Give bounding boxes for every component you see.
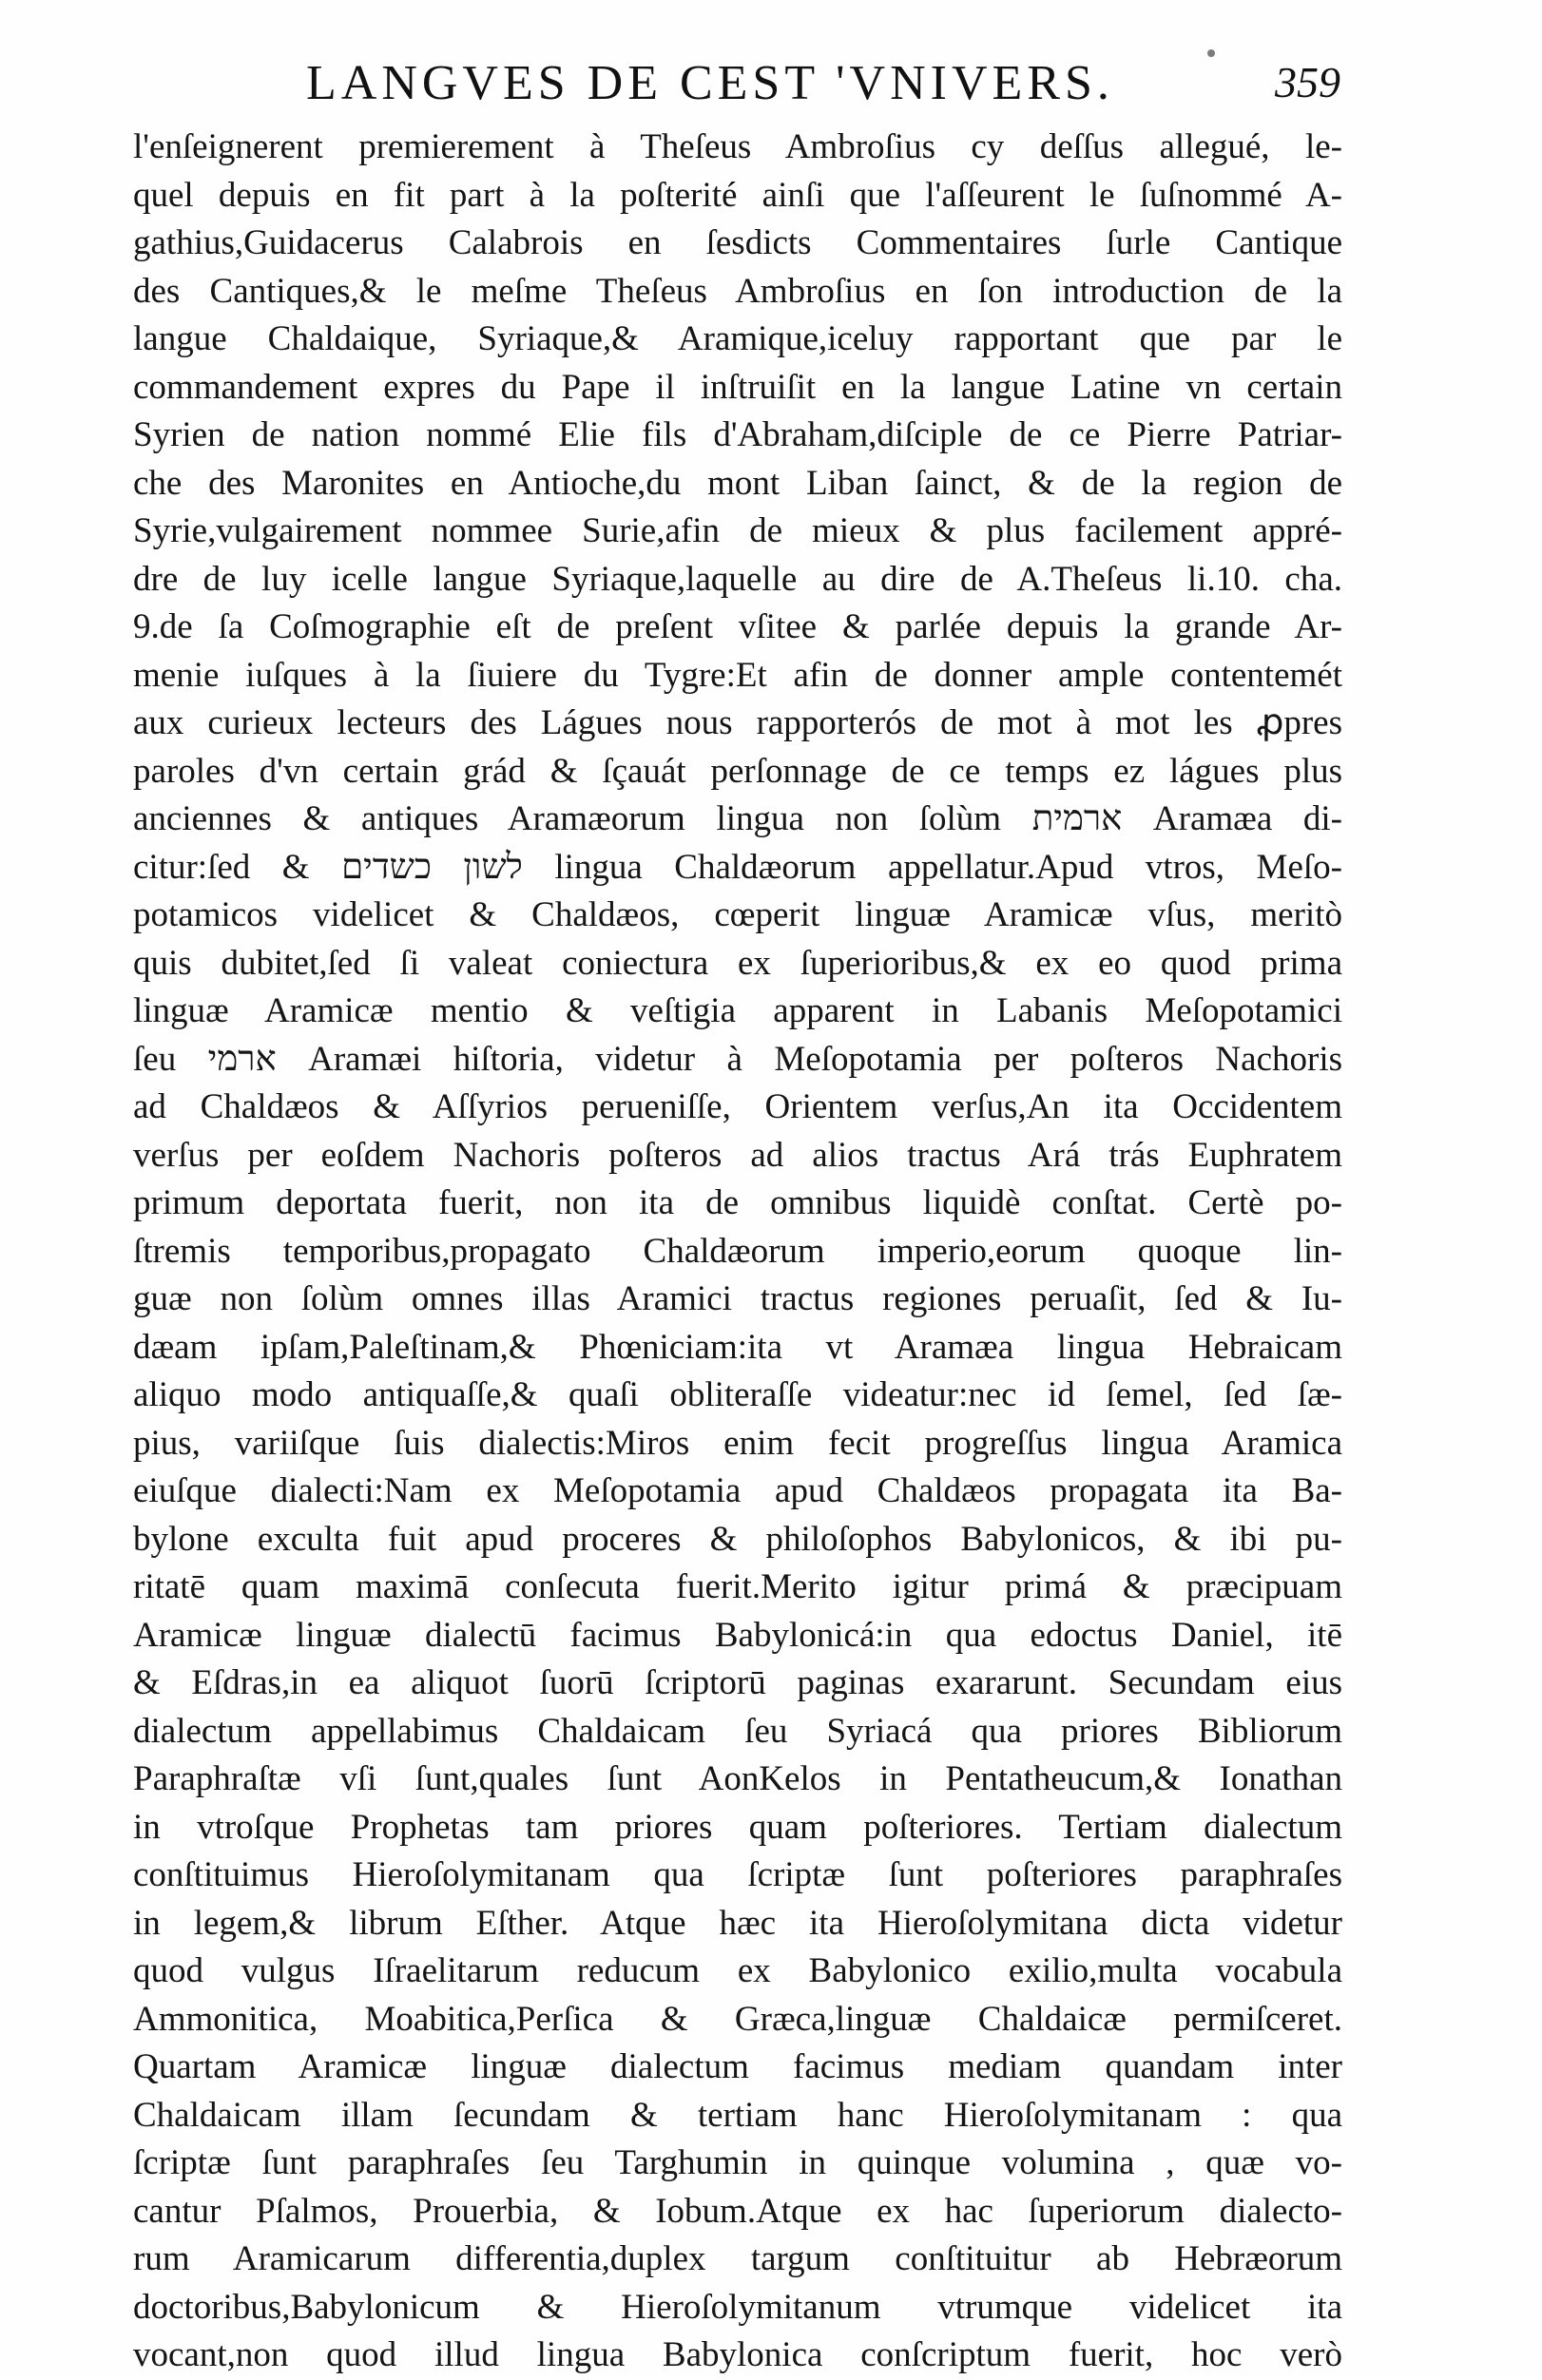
text-line: aux curieux lecteurs des Lágues nous rapporterós de mot à mot les ꝓpres bbox=[133, 703, 1342, 742]
text-line: l'enſeignerent premierement à Theſeus Ambroſius cy deſſus allegué, le- bbox=[133, 127, 1342, 166]
text-line: pius, variiſque ſuis dialectis:Miros enim fecit progreſſus lingua Aramica bbox=[133, 1423, 1342, 1463]
text-line: doctoribus,Babylonicum & Hieroſolymitanum vtrumque videlicet ita bbox=[133, 2287, 1342, 2327]
text-line: eiuſque dialecti:Nam ex Meſopotamia apud Chaldæos propagata ita Ba- bbox=[133, 1471, 1342, 1510]
text-line: anciennes & antiques Aramæorum lingua non ſolùm ארמית Aramæa di- bbox=[133, 799, 1342, 838]
text-line: ſeu ארמי Aramæi hiſtoria, videtur à Meſopotamia per poſteros Nachoris bbox=[133, 1039, 1342, 1079]
text-line: Quartam Aramicæ linguæ dialectum facimus mediam quandam inter bbox=[133, 2047, 1342, 2086]
text-line: linguæ Aramicæ mentio & veſtigia apparent in Labanis Meſopotamici bbox=[133, 991, 1342, 1030]
text-line: dre de luy icelle langue Syriaque,laquelle au dire de A.Theſeus li.10. cha. bbox=[133, 559, 1342, 599]
text-line: commandement expres du Pape il inſtruiſit en la langue Latine vn certain bbox=[133, 367, 1342, 407]
text-line: quod vulgus Iſraelitarum reducum ex Babylonico exilio,multa vocabula bbox=[133, 1951, 1342, 1990]
text-line: ritatē quam maximā conſecuta fuerit.Merito igitur primá & præcipuam bbox=[133, 1567, 1342, 1606]
text-line: primum deportata fuerit, non ita de omnibus liquidè conſtat. Certè po- bbox=[133, 1183, 1342, 1222]
text-line: Syrie,vulgairement nommee Surie,afin de mieux & plus facilement appré- bbox=[133, 511, 1342, 550]
text-line: Ammonitica, Moabitica,Perſica & Græca,linguæ Chaldaicæ permiſceret. bbox=[133, 1999, 1342, 2039]
text-line: menie iuſques à la ſiuiere du Tygre:Et afin de donner ample contentemét bbox=[133, 655, 1342, 695]
text-line: in vtroſque Prophetas tam priores quam poſteriores. Tertiam dialectum bbox=[133, 1807, 1342, 1847]
text-line: in legem,& librum Eſther. Atque hæc ita Hieroſolymitana dicta videtur bbox=[133, 1903, 1342, 1943]
text-line: langue Chaldaique, Syriaque,& Aramique,iceluy rapportant que par le bbox=[133, 319, 1342, 358]
text-line: 9.de ſa Coſmographie eſt de preſent vſitee & parlée depuis la grande Ar- bbox=[133, 607, 1342, 646]
text-line: vocant,non quod illud lingua Babylonica conſcriptum fuerit, hoc verò bbox=[133, 2335, 1342, 2374]
page-number: 359 bbox=[1275, 58, 1340, 106]
text-line: potamicos videlicet & Chaldæos, cœperit linguæ Aramicæ vſus, meritò bbox=[133, 895, 1342, 934]
text-line: ſcriptæ ſunt paraphraſes ſeu Targhumin in quinque volumina , quæ vo- bbox=[133, 2143, 1342, 2182]
text-line: che des Maronites en Antioche,du mont Liban ſainct, & de la region de bbox=[133, 463, 1342, 503]
text-line: Aramicæ linguæ dialectū facimus Babylonicá:in qua edoctus Daniel, itē bbox=[133, 1615, 1342, 1655]
text-line: & Eſdras,in ea aliquot ſuorū ſcriptorū paginas exararunt. Secundam eius bbox=[133, 1663, 1342, 1702]
text-line: paroles d'vn certain grád & ſçauát perſonnage de ce temps ez lágues plus bbox=[133, 751, 1342, 791]
text-line: quis dubitet,ſed ſi valeat coniectura ex ſuperioribus,& ex eo quod prima bbox=[133, 943, 1342, 983]
text-line: rum Aramicarum differentia,duplex targum conſtituitur ab Hebræorum bbox=[133, 2239, 1342, 2278]
text-line: quel depuis en fit part à la poſterité ainſi que l'aſſeurent le ſuſnommé A- bbox=[133, 175, 1342, 215]
running-title: LANGVES DE CEST 'VNIVERS. bbox=[306, 56, 1114, 110]
text-line: ſtremis temporibus,propagato Chaldæorum imperio,eorum quoque lin- bbox=[133, 1231, 1342, 1271]
text-line: dialectum appellabimus Chaldaicam ſeu Syriacá qua priores Bibliorum bbox=[133, 1711, 1342, 1751]
text-line: cantur Pſalmos, Prouerbia, & Iobum.Atque ex hac ſuperiorum dialecto- bbox=[133, 2191, 1342, 2231]
text-line: citur:ſed & לשון כשדים lingua Chaldæorum appellatur.Apud vtros, Meſo- bbox=[133, 847, 1342, 887]
text-line: ad Chaldæos & Aſſyrios perueniſſe, Orientem verſus,An ita Occidentem bbox=[133, 1087, 1342, 1126]
text-line: des Cantiques,& le meſme Theſeus Ambroſius en ſon introduction de la bbox=[133, 271, 1342, 311]
text-line: Syrien de nation nommé Elie fils d'Abraham,diſciple de ce Pierre Patriar- bbox=[133, 415, 1342, 454]
text-line: bylone exculta fuit apud proceres & philoſophos Babylonicos, & ibi pu- bbox=[133, 1519, 1342, 1559]
text-line: Chaldaicam illam ſecundam & tertiam hanc Hieroſolymitanam : qua bbox=[133, 2095, 1342, 2135]
text-line: verſus per eoſdem Nachoris poſteros ad alios tractus Ará trás Euphratem bbox=[133, 1135, 1342, 1175]
text-line: aliquo modo antiquaſſe,& quaſi obliteraſſe videatur:nec id ſemel, ſed ſæ- bbox=[133, 1375, 1342, 1414]
text-line: conſtituimus Hieroſolymitanam qua ſcriptæ ſunt poſteriores paraphraſes bbox=[133, 1855, 1342, 1894]
text-line: dæam ipſam,Paleſtinam,& Phœniciam:ita vt Aramæa lingua Hebraicam bbox=[133, 1327, 1342, 1367]
page-header bbox=[133, 55, 1340, 122]
text-line: Paraphraſtæ vſi ſunt,quales ſunt AonKelos in Pentatheucum,& Ionathan bbox=[133, 1759, 1342, 1798]
body-text bbox=[133, 124, 1342, 2380]
text-line: guæ non ſolùm omnes illas Aramici tractus regiones peruaſit, ſed & Iu- bbox=[133, 1279, 1342, 1318]
text-line: gathius,Guidacerus Calabrois en ſesdicts Commentaires ſurle Cantique bbox=[133, 223, 1342, 262]
